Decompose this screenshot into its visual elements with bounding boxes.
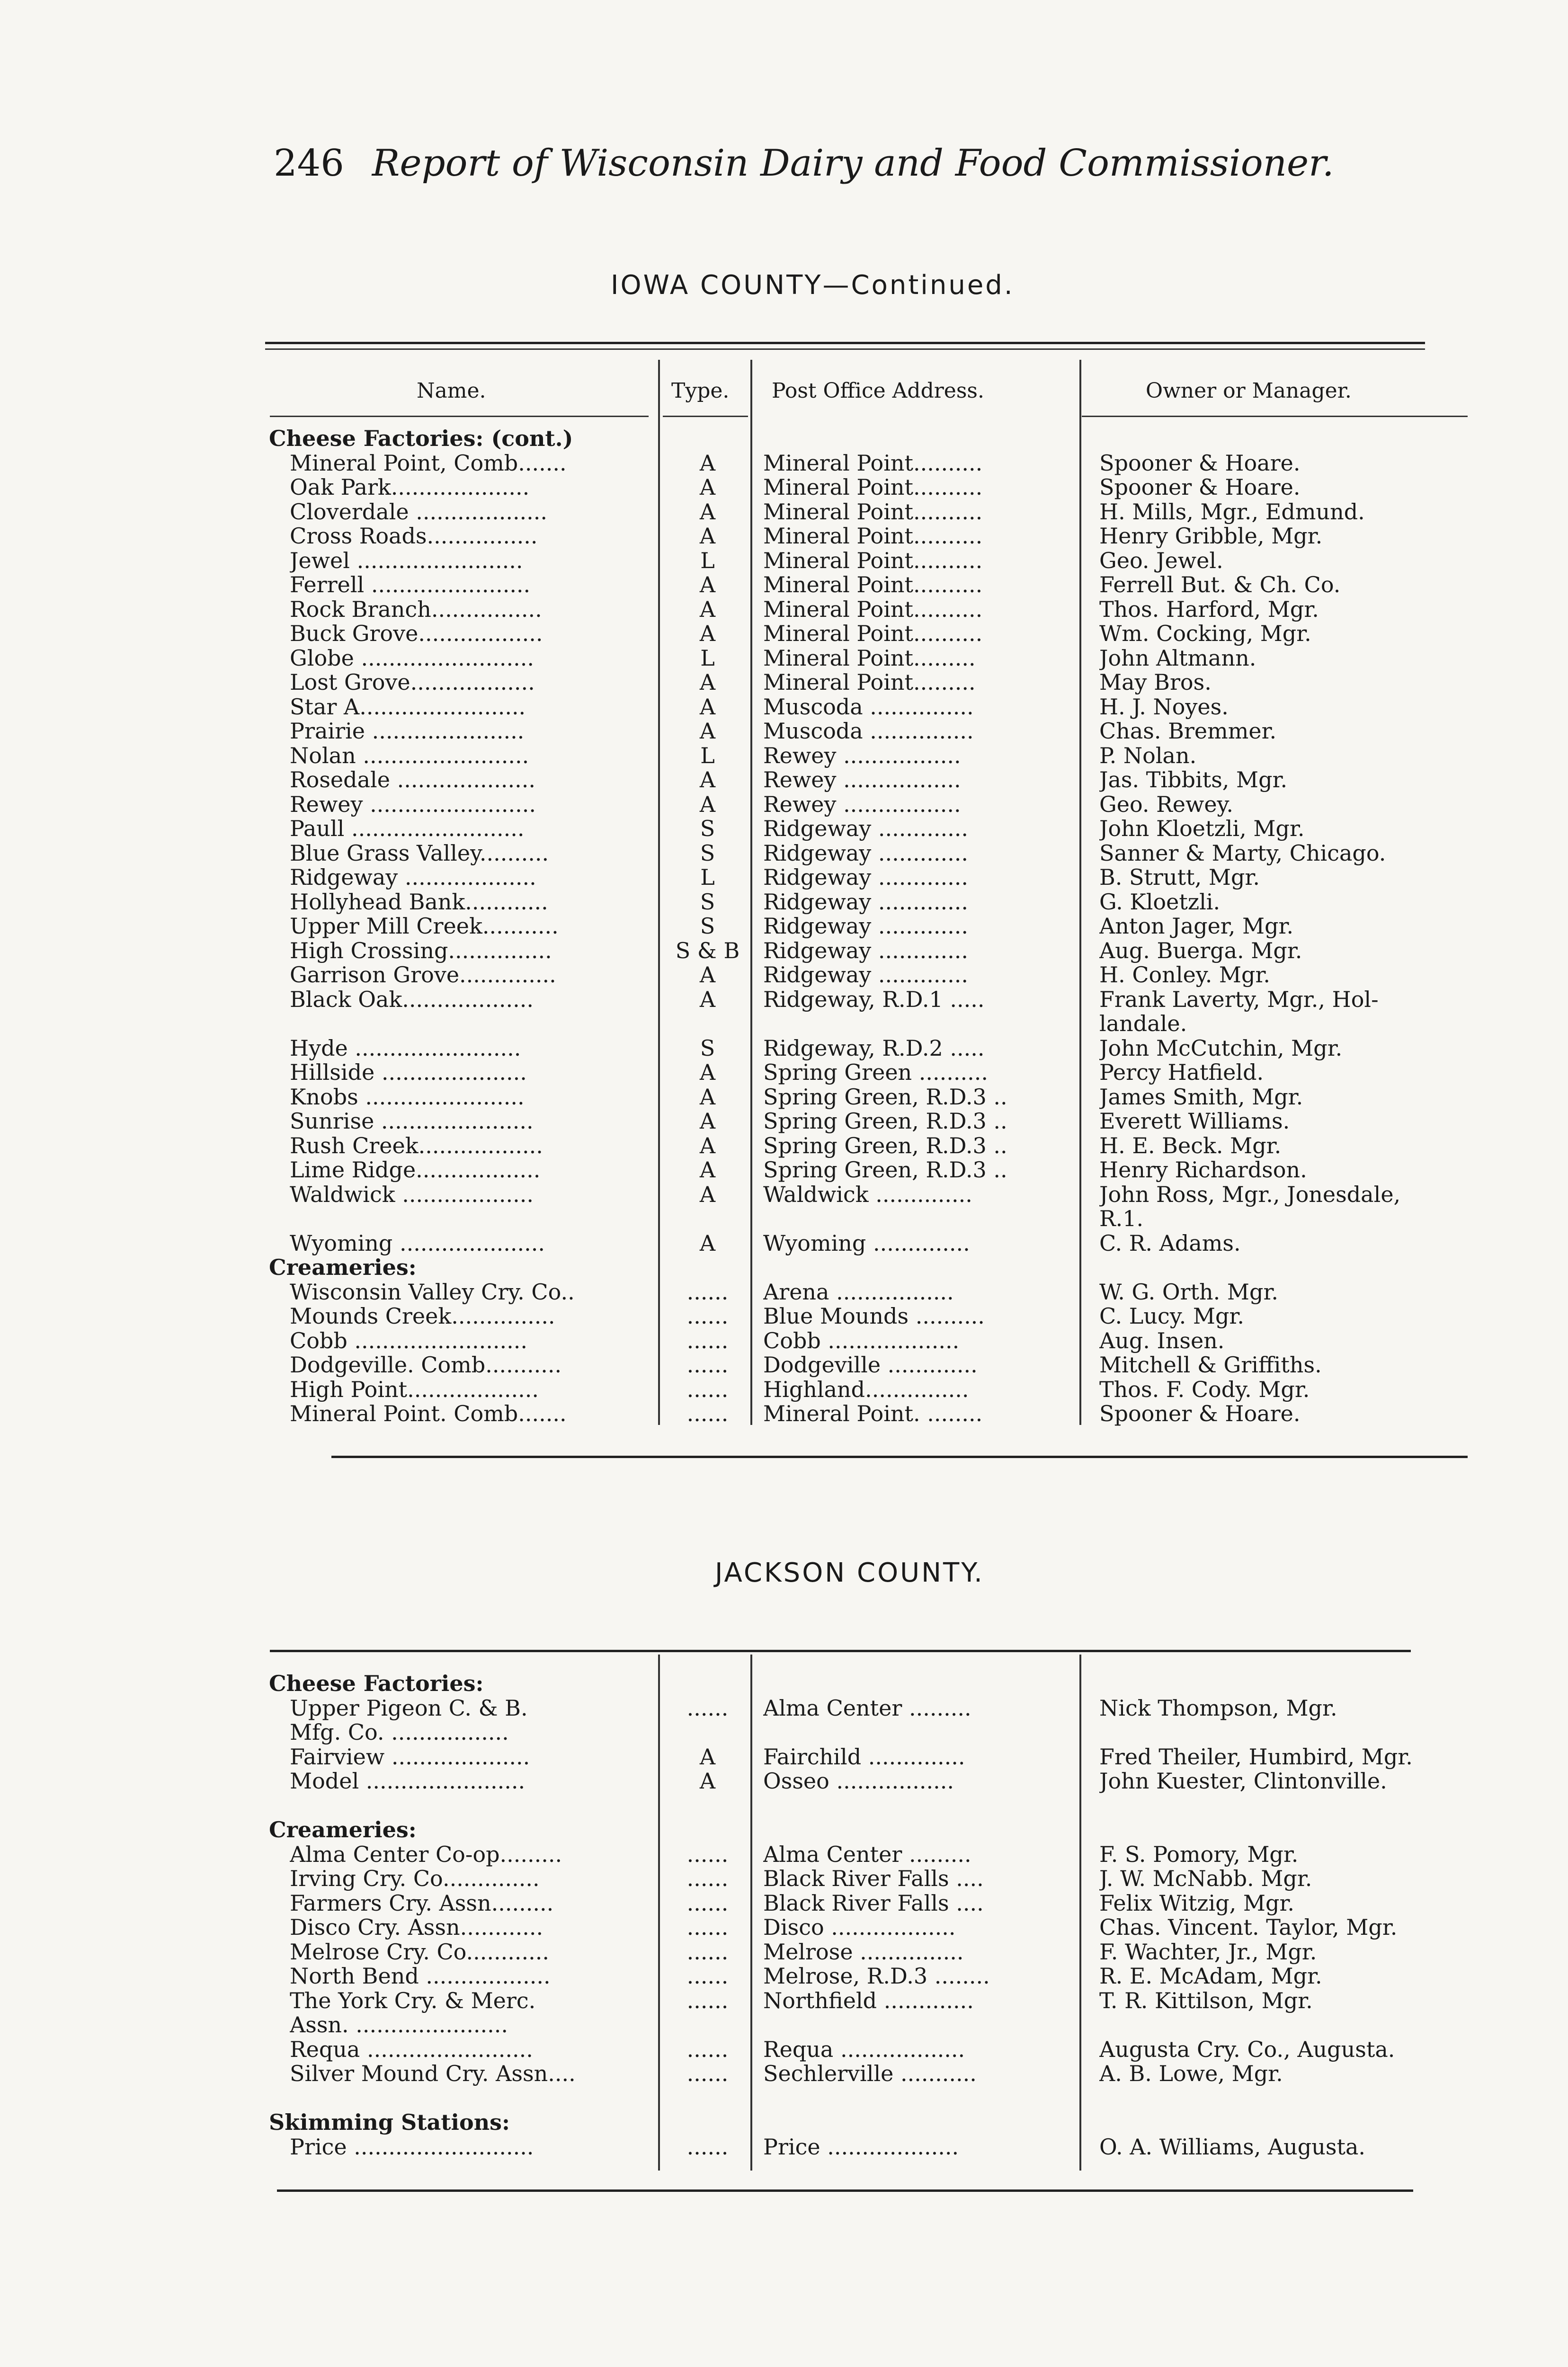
table-row	[0, 767, 1568, 792]
cell-type: ......	[686, 2134, 729, 2159]
cell-post-office: Mineral Point..........	[763, 524, 983, 548]
cell-name: Star A........................	[290, 694, 526, 719]
cell-owner: Frank Laverty, Mgr., Hol-	[1099, 987, 1379, 1012]
cell-owner: W. G. Orth. Mgr.	[1099, 1279, 1278, 1304]
cell-post-office: Cobb ...................	[763, 1328, 960, 1353]
table-row	[0, 865, 1568, 890]
column-header-name: Name.	[417, 379, 486, 403]
cell-type: ......	[686, 1964, 729, 1988]
cell-post-office: Mineral Point..........	[763, 450, 983, 475]
cell-type: A	[699, 450, 716, 475]
cell-owner: H. Conley. Mgr.	[1099, 962, 1271, 987]
iowa-bottom-rule	[331, 1456, 1468, 1458]
cell-owner: Anton Jager, Mgr.	[1099, 914, 1294, 938]
cell-name: Dodgeville. Comb...........	[290, 1353, 562, 1377]
cell-name: Paull .........................	[290, 816, 525, 841]
table-row	[0, 792, 1568, 817]
cell-post-office: Mineral Point.........	[763, 670, 976, 694]
page-number: 246	[274, 142, 344, 185]
table-row	[0, 572, 1568, 597]
cell-owner: John Ross, Mgr., Jonesdale,	[1099, 1182, 1401, 1207]
section-heading-row	[0, 426, 1568, 451]
cell-type: A	[699, 1744, 716, 1769]
cell-type: ......	[686, 1401, 729, 1426]
cell-owner: C. R. Adams.	[1099, 1230, 1241, 1255]
cell-post-office: Muscoda ...............	[763, 694, 974, 719]
cell-name: Cloverdale ...................	[290, 499, 548, 524]
cell-owner: P. Nolan.	[1099, 743, 1197, 768]
cell-name: Creameries:	[269, 1255, 417, 1280]
cell-type: ......	[686, 2061, 729, 2086]
cell-type: A	[699, 694, 716, 719]
cell-owner: R.1.	[1099, 1206, 1144, 1231]
cell-owner: Spooner & Hoare.	[1099, 1401, 1301, 1426]
cell-owner: H. Mills, Mgr., Edmund.	[1099, 499, 1365, 524]
type-header-underline	[663, 416, 748, 417]
cell-type: L	[700, 645, 715, 670]
table-row	[0, 1866, 1568, 1891]
cell-type: S	[700, 914, 715, 938]
cell-owner: Jas. Tibbits, Mgr.	[1099, 767, 1288, 792]
table-row	[0, 1036, 1568, 1060]
cell-type: A	[699, 1769, 716, 1793]
cell-owner: May Bros.	[1099, 670, 1212, 694]
cell-owner: Everett Williams.	[1099, 1109, 1290, 1133]
table-row	[0, 890, 1568, 914]
cell-type: L	[700, 865, 715, 890]
cell-name: Ridgeway ...................	[290, 865, 536, 890]
cell-type: A	[699, 524, 716, 548]
table-row	[0, 646, 1568, 670]
table-row	[0, 987, 1568, 1012]
iowa-top-rule-2	[265, 348, 1425, 350]
cell-post-office: Black River Falls ....	[763, 1890, 984, 1915]
cell-post-office: Requa ..................	[763, 2037, 965, 2062]
cell-post-office: Fairchild ..............	[763, 1744, 965, 1769]
table-row	[0, 2086, 1568, 2110]
cell-type: A	[699, 987, 716, 1012]
cell-name: Black Oak...................	[290, 987, 534, 1012]
cell-type: A	[699, 719, 716, 743]
table-row	[0, 1720, 1568, 1744]
cell-type: S	[700, 816, 715, 841]
cell-type: A	[699, 1182, 716, 1207]
cell-name: Silver Mound Cry. Assn....	[290, 2061, 576, 2086]
cell-type: A	[699, 1060, 716, 1085]
iowa-top-rule	[265, 342, 1425, 344]
cell-type: A	[699, 1157, 716, 1182]
cell-post-office: Black River Falls ....	[763, 1866, 984, 1891]
table-row	[0, 1109, 1568, 1133]
cell-name: Creameries:	[269, 1817, 417, 1842]
table-row	[0, 548, 1568, 573]
cell-post-office: Ridgeway .............	[763, 865, 968, 890]
cell-post-office: Highland...............	[763, 1377, 969, 1402]
cell-type: ......	[686, 1279, 729, 1304]
page-header	[274, 142, 1334, 185]
cell-post-office: Ridgeway .............	[763, 962, 968, 987]
cell-post-office: Ridgeway .............	[763, 816, 968, 841]
cell-owner: F. Wachter, Jr., Mgr.	[1099, 1939, 1317, 1964]
cell-name: Cheese Factories: (cont.)	[269, 426, 573, 451]
cell-name: Mineral Point. Comb.......	[290, 1401, 567, 1426]
section-heading-row	[0, 1817, 1568, 1842]
cell-name: Price ..........................	[290, 2134, 534, 2159]
cell-post-office: Dodgeville .............	[763, 1353, 978, 1377]
table-row	[0, 1769, 1568, 1793]
cell-type: S	[700, 840, 715, 865]
cell-type: ......	[686, 1866, 729, 1891]
cell-owner: J. W. McNabb. Mgr.	[1099, 1866, 1312, 1891]
table-row	[0, 914, 1568, 938]
cell-type: A	[699, 621, 716, 646]
cell-owner: Geo. Jewel.	[1099, 548, 1223, 573]
cell-type: A	[699, 499, 716, 524]
cell-post-office: Northfield .............	[763, 1988, 974, 2013]
cell-type: A	[699, 572, 716, 597]
cell-type: ......	[686, 1304, 729, 1328]
cell-name: Upper Pigeon C. & B.	[290, 1695, 528, 1720]
cell-post-office: Ridgeway, R.D.1 .....	[763, 987, 985, 1012]
cell-type: A	[699, 767, 716, 792]
cell-name: Melrose Cry. Co............	[290, 1939, 550, 1964]
table-row	[0, 475, 1568, 499]
column-header-owner: Owner or Manager.	[1146, 379, 1352, 403]
table-row	[0, 962, 1568, 987]
cell-post-office: Mineral Point..........	[763, 596, 983, 622]
table-row	[0, 2061, 1568, 2086]
cell-post-office: Disco ..................	[763, 1915, 956, 1940]
table-row	[0, 621, 1568, 646]
cell-name: High Crossing...............	[290, 938, 552, 963]
table-row	[0, 1842, 1568, 1867]
cell-type: ......	[686, 1988, 729, 2013]
table-row	[0, 1988, 1568, 2013]
cell-name: Garrison Grove..............	[290, 962, 556, 987]
cell-owner: Fred Theiler, Humbird, Mgr.	[1099, 1744, 1413, 1769]
cell-name: Mfg. Co. .................	[290, 1720, 509, 1744]
cell-name: Buck Grove..................	[290, 621, 543, 646]
cell-owner: John Kuester, Clintonville.	[1099, 1769, 1387, 1793]
cell-name: Hollyhead Bank............	[290, 889, 548, 914]
jackson-top-rule	[270, 1650, 1411, 1652]
cell-name: Globe .........................	[290, 645, 534, 670]
cell-owner: Sanner & Marty, Chicago.	[1099, 840, 1386, 865]
cell-owner: Spooner & Hoare.	[1099, 450, 1301, 475]
cell-post-office: Rewey .................	[763, 792, 961, 817]
table-row	[0, 816, 1568, 841]
table-row	[0, 524, 1568, 548]
cell-post-office: Rewey .................	[763, 743, 961, 768]
cell-owner: Henry Gribble, Mgr.	[1099, 524, 1323, 548]
owner-header-underline	[1082, 416, 1468, 417]
cell-type: A	[699, 1230, 716, 1255]
cell-type: A	[699, 1109, 716, 1133]
cell-owner: O. A. Williams, Augusta.	[1099, 2134, 1365, 2159]
table-row	[0, 1011, 1568, 1036]
table-row	[0, 1060, 1568, 1085]
cell-post-office: Ridgeway .............	[763, 889, 968, 914]
cell-owner: John Altmann.	[1099, 645, 1256, 670]
cell-name: Disco Cry. Assn............	[290, 1915, 543, 1940]
section-heading-row	[0, 1255, 1568, 1280]
table-row	[0, 499, 1568, 524]
cell-post-office: Spring Green, R.D.3 ..	[763, 1157, 1007, 1182]
cell-name: Mineral Point, Comb.......	[290, 450, 567, 475]
cell-type: S	[700, 1035, 715, 1060]
cell-owner: landale.	[1099, 1011, 1187, 1036]
section-heading-row	[0, 1671, 1568, 1696]
cell-owner: Chas. Bremmer.	[1099, 719, 1277, 743]
cell-post-office: Spring Green, R.D.3 ..	[763, 1109, 1007, 1133]
cell-owner: H. J. Noyes.	[1099, 694, 1229, 719]
table-row	[0, 1231, 1568, 1255]
cell-type: ......	[686, 2037, 729, 2062]
cell-name: Farmers Cry. Assn.........	[290, 1890, 554, 1915]
cell-owner: Felix Witzig, Mgr.	[1099, 1890, 1295, 1915]
cell-name: Irving Cry. Co..............	[290, 1866, 540, 1891]
table-row	[0, 841, 1568, 865]
cell-owner: R. E. McAdam, Mgr.	[1099, 1964, 1322, 1988]
cell-name: Waldwick ...................	[290, 1182, 534, 1207]
cell-name: Lime Ridge..................	[290, 1157, 541, 1182]
cell-name: Cross Roads................	[290, 524, 538, 548]
cell-name: Oak Park....................	[290, 475, 530, 499]
cell-post-office: Mineral Point..........	[763, 475, 983, 499]
cell-post-office: Alma Center .........	[763, 1842, 971, 1867]
table-row	[0, 1401, 1568, 1426]
cell-type: A	[699, 792, 716, 817]
cell-type: A	[699, 596, 716, 622]
cell-post-office: Waldwick ..............	[763, 1182, 972, 1207]
table-row	[0, 1206, 1568, 1231]
cell-owner: Thos. F. Cody. Mgr.	[1099, 1377, 1310, 1402]
cell-post-office: Price ...................	[763, 2134, 959, 2159]
table-row	[0, 2037, 1568, 2062]
cell-name: Rosedale ....................	[290, 767, 536, 792]
cell-owner: Spooner & Hoare.	[1099, 475, 1301, 499]
table-row	[0, 1328, 1568, 1353]
cell-owner: Percy Hatfield.	[1099, 1060, 1264, 1085]
table-row	[0, 1891, 1568, 1915]
cell-post-office: Melrose, R.D.3 ........	[763, 1964, 990, 1988]
column-header-type: Type.	[671, 379, 730, 403]
cell-owner: Thos. Harford, Mgr.	[1099, 596, 1319, 622]
cell-type: S & B	[675, 938, 740, 963]
table-row	[0, 1377, 1568, 1402]
cell-name: Model .......................	[290, 1769, 526, 1793]
cell-type: ......	[686, 1842, 729, 1867]
cell-name: Prairie ......................	[290, 719, 525, 743]
cell-post-office: Mineral Point..........	[763, 548, 983, 573]
cell-post-office: Alma Center .........	[763, 1695, 971, 1720]
cell-post-office: Ridgeway, R.D.2 .....	[763, 1035, 985, 1060]
cell-owner: C. Lucy. Mgr.	[1099, 1304, 1244, 1328]
cell-name: Rewey ........................	[290, 792, 536, 817]
cell-type: L	[700, 743, 715, 768]
cell-owner: Chas. Vincent. Taylor, Mgr.	[1099, 1915, 1398, 1940]
cell-type: ......	[686, 1328, 729, 1353]
table-row	[0, 1353, 1568, 1377]
table-row	[0, 1744, 1568, 1769]
cell-name: Jewel ........................	[290, 548, 523, 573]
cell-name: Rush Creek..................	[290, 1133, 543, 1158]
cell-post-office: Mineral Point..........	[763, 572, 983, 597]
cell-name: Blue Grass Valley..........	[290, 840, 549, 865]
cell-owner: John McCutchin, Mgr.	[1099, 1035, 1343, 1060]
table-row	[0, 1915, 1568, 1940]
cell-post-office: Sechlerville ...........	[763, 2061, 977, 2086]
cell-name: Skimming Stations:	[269, 2110, 510, 2135]
cell-name: Lost Grove..................	[290, 670, 535, 694]
cell-owner: Aug. Insen.	[1099, 1328, 1225, 1353]
cell-owner: Ferrell But. & Ch. Co.	[1099, 572, 1341, 597]
cell-name: Alma Center Co-op.........	[290, 1842, 562, 1867]
cell-type: A	[699, 475, 716, 499]
cell-post-office: Mineral Point.........	[763, 645, 976, 670]
cell-name: Mounds Creek...............	[290, 1304, 555, 1328]
table-row	[0, 938, 1568, 963]
table-row	[0, 719, 1568, 743]
cell-type: A	[699, 670, 716, 694]
cell-owner: Mitchell & Griffiths.	[1099, 1353, 1322, 1377]
cell-owner: T. R. Kittilson, Mgr.	[1099, 1988, 1313, 2013]
cell-name: Rock Branch................	[290, 596, 542, 622]
cell-type: A	[699, 962, 716, 987]
cell-name: Hillside .....................	[290, 1060, 527, 1085]
cell-type: ......	[686, 1695, 729, 1720]
column-header-post-office: Post Office Address.	[772, 379, 984, 403]
table-row	[0, 1793, 1568, 1818]
cell-post-office: Blue Mounds ..........	[763, 1304, 985, 1328]
table-row	[0, 1280, 1568, 1304]
table-row	[0, 1085, 1568, 1109]
cell-name: Cheese Factories:	[269, 1671, 484, 1696]
cell-post-office: Osseo .................	[763, 1769, 954, 1793]
cell-type: ......	[686, 1377, 729, 1402]
cell-name: Hyde ........................	[290, 1035, 521, 1060]
jackson-bottom-rule	[277, 2189, 1413, 2192]
cell-post-office: Spring Green, R.D.3 ..	[763, 1133, 1007, 1158]
table-row	[0, 1304, 1568, 1328]
cell-type: ......	[686, 1939, 729, 1964]
table-row	[0, 1964, 1568, 1988]
cell-name: Knobs .......................	[290, 1084, 525, 1109]
cell-name: Fairview ....................	[290, 1744, 530, 1769]
page-title: Report of Wisconsin Dairy and Food Commissioner.	[372, 142, 1334, 185]
cell-type: ......	[686, 1353, 729, 1377]
cell-post-office: Rewey .................	[763, 767, 961, 792]
cell-name: High Point...................	[290, 1377, 539, 1402]
cell-name: North Bend ..................	[290, 1964, 551, 1988]
cell-owner: Augusta Cry. Co., Augusta.	[1099, 2037, 1395, 2062]
table-row	[0, 2135, 1568, 2159]
table-row	[0, 597, 1568, 622]
cell-type: A	[699, 1084, 716, 1109]
cell-owner: Henry Richardson.	[1099, 1157, 1307, 1182]
cell-name: Assn. ......................	[290, 2012, 508, 2037]
cell-name: Cobb .........................	[290, 1328, 527, 1353]
section-heading-row	[0, 2110, 1568, 2135]
table-row	[0, 451, 1568, 475]
cell-name: Wyoming .....................	[290, 1230, 545, 1255]
cell-post-office: Arena .................	[763, 1279, 954, 1304]
cell-owner: Nick Thompson, Mgr.	[1099, 1695, 1337, 1720]
table-row	[0, 743, 1568, 768]
cell-post-office: Wyoming ..............	[763, 1230, 970, 1255]
cell-post-office: Melrose ...............	[763, 1939, 964, 1964]
table-row	[0, 1940, 1568, 1964]
cell-type: ......	[686, 1890, 729, 1915]
cell-name: Nolan ........................	[290, 743, 529, 768]
cell-post-office: Mineral Point..........	[763, 499, 983, 524]
cell-type: S	[700, 889, 715, 914]
cell-post-office: Mineral Point..........	[763, 621, 983, 646]
cell-type: ......	[686, 1915, 729, 1940]
table-row	[0, 2012, 1568, 2037]
table-row	[0, 1133, 1568, 1158]
cell-post-office: Ridgeway .............	[763, 840, 968, 865]
cell-owner: F. S. Pomory, Mgr.	[1099, 1842, 1299, 1867]
table-row	[0, 1157, 1568, 1182]
cell-post-office: Mineral Point. ........	[763, 1401, 983, 1426]
cell-post-office: Spring Green ..........	[763, 1060, 989, 1085]
cell-owner: Aug. Buerga. Mgr.	[1099, 938, 1302, 963]
name-header-underline	[270, 416, 649, 417]
jackson-county-title: JACKSON COUNTY.	[715, 1557, 984, 1588]
cell-post-office: Ridgeway .............	[763, 914, 968, 938]
cell-owner: Wm. Cocking, Mgr.	[1099, 621, 1311, 646]
cell-owner: James Smith, Mgr.	[1099, 1084, 1303, 1109]
cell-owner: H. E. Beck. Mgr.	[1099, 1133, 1282, 1158]
cell-owner: G. Kloetzli.	[1099, 889, 1221, 914]
cell-owner: Geo. Rewey.	[1099, 792, 1234, 817]
cell-owner: John Kloetzli, Mgr.	[1099, 816, 1305, 841]
table-row	[0, 1182, 1568, 1207]
table-row	[0, 1696, 1568, 1720]
cell-name: The York Cry. & Merc.	[290, 1988, 536, 2013]
cell-post-office: Spring Green, R.D.3 ..	[763, 1084, 1007, 1109]
cell-type: A	[699, 1133, 716, 1158]
cell-type: L	[700, 548, 715, 573]
cell-owner: A. B. Lowe, Mgr.	[1099, 2061, 1283, 2086]
cell-post-office: Ridgeway .............	[763, 938, 968, 963]
iowa-county-title: IOWA COUNTY—Continued.	[611, 270, 1015, 301]
table-row	[0, 694, 1568, 719]
cell-name: Sunrise ......................	[290, 1109, 534, 1133]
cell-name: Ferrell .......................	[290, 572, 531, 597]
cell-post-office: Muscoda ...............	[763, 719, 974, 743]
table-row	[0, 670, 1568, 694]
cell-name: Requa ........................	[290, 2037, 533, 2062]
cell-owner: B. Strutt, Mgr.	[1099, 865, 1260, 890]
cell-name: Wisconsin Valley Cry. Co..	[290, 1279, 575, 1304]
cell-name: Upper Mill Creek...........	[290, 914, 559, 938]
